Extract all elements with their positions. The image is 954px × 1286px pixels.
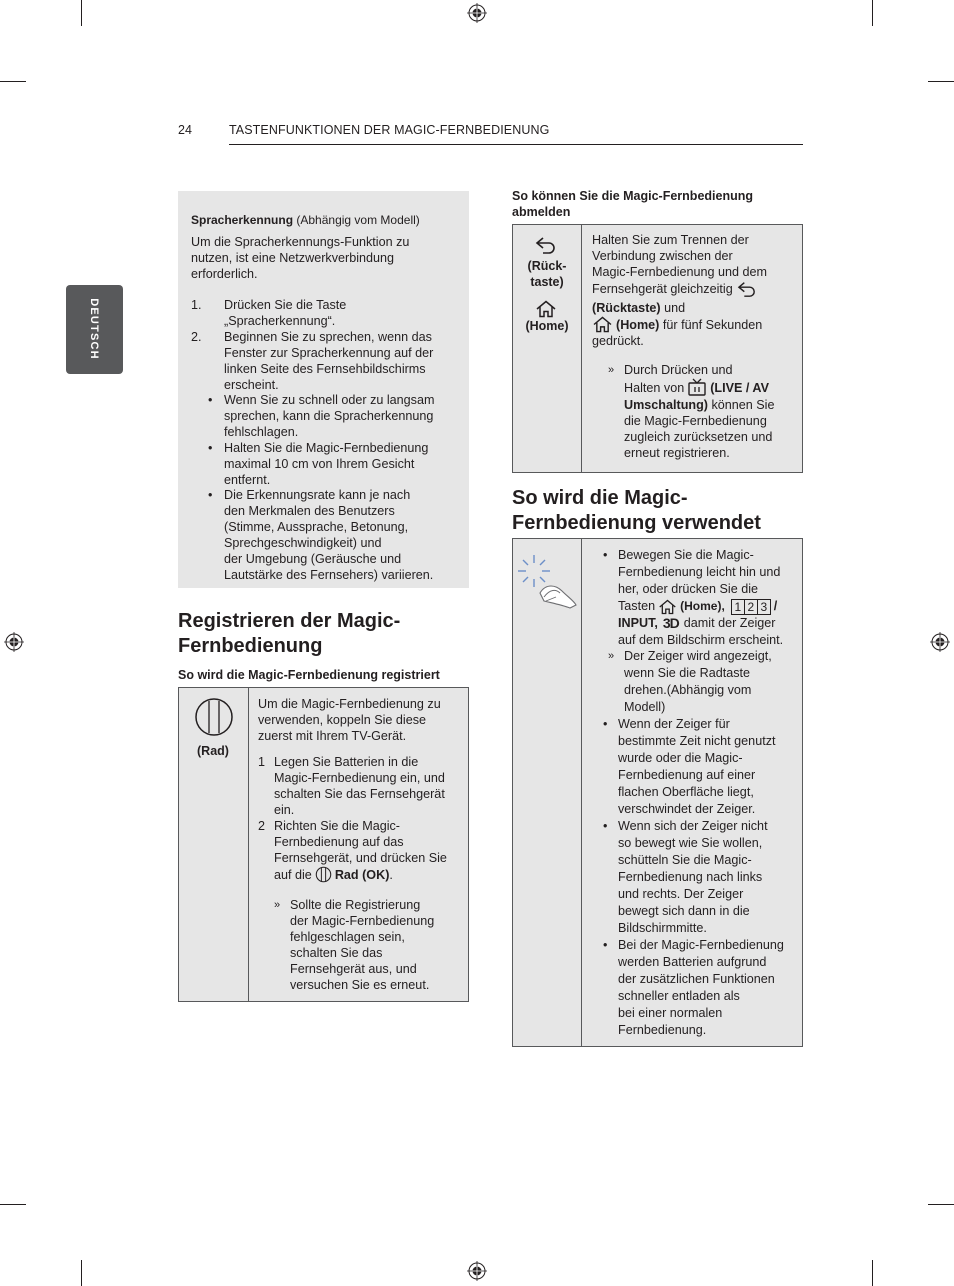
note-intro: Um die Spracherkennungs-Funktion zu nutzen, ist eine Netzwerkverbindung erforderlich. (191, 235, 410, 281)
bullet-dot: • (208, 441, 213, 455)
page-header-title: TASTENFUNKTIONEN DER MAGIC-FERNBEDIENUNG (229, 123, 550, 137)
wheel-icon (315, 866, 332, 883)
use-bullet: Bei der Magic-Fernbedienung werden Batterien aufgrund der zusätzlichen Funktionen schneller entladen als bei einer normalen Fernbedienung. (618, 938, 784, 1037)
note-step-number: 2. (191, 330, 202, 344)
language-tab (66, 285, 123, 374)
register-intro: Um die Magic-Fernbedienung zu verwenden, koppeln Sie diese zuerst mit Ihrem TV-Gerät. (258, 697, 441, 743)
crop-mark (0, 81, 26, 82)
note-marker: » (274, 899, 281, 911)
section-title-use: So wird die Magic- Fernbedienung verwendet (512, 487, 761, 534)
page-number: 24 (178, 123, 192, 137)
bullet-dot: • (603, 717, 608, 731)
unregister-text: Halten Sie zum Trennen der Verbindung zwischen der Magic-Fernbedienung und dem Fernsehgerät gleichzeitig (Rücktaste) und (Home) für fünf Sekunden gedrückt. (592, 233, 768, 348)
crop-mark (928, 1204, 954, 1205)
bullet-dot: • (208, 488, 213, 502)
registration-mark-icon (467, 1261, 487, 1281)
header-rule (229, 144, 803, 145)
register-step-text: Legen Sie Batterien in die Magic-Fernbedienung ein, und schalten Sie das Fernsehgerät ein. (274, 755, 445, 817)
register-failure-note: Sollte die Registrierung der Magic-Fernbedienung fehlgeschlagen sein, schalten Sie das Fernsehgerät aus, und versuchen Sie es erneut. (290, 898, 435, 992)
unregister-subtitle: So können Sie die Magic-Fernbedienung abmelden (512, 189, 753, 219)
bullet-dot: • (603, 938, 608, 952)
crop-mark (872, 1260, 873, 1286)
registration-mark-icon (467, 3, 487, 23)
number-key: 2 (745, 600, 758, 614)
note-marker: » (608, 650, 615, 662)
use-bullet: Wenn sich der Zeiger nicht so bewegt wie Sie wollen, schütteln Sie die Magic- Fernbedienung nach links und rechts. Der Zeiger bewegt sich dann in die Bildschirmmitte. (618, 819, 768, 935)
section-title-register: Registrieren der Magic- Fernbedienung (178, 610, 401, 657)
unregister-note: Durch Drücken und Halten von (LIVE / AV Umschaltung) können Sie die Magic-Fernbedienung zugleich zurücksetzen und erneut registrieren. (624, 363, 775, 460)
crop-mark (0, 1204, 26, 1205)
3d-icon: 3D (662, 615, 679, 631)
input-icon (687, 378, 707, 397)
back-icon (736, 280, 758, 298)
note-bullet: Wenn Sie zu schnell oder zu langsam sprechen, kann die Spracherkennung fehlschlagen. (224, 393, 435, 439)
crop-mark (872, 0, 873, 26)
number-key: 1 (732, 600, 745, 614)
home-icon (535, 300, 557, 318)
note-step-number: 1. (191, 298, 202, 312)
note-step-text: Drücken Sie die Taste „Spracherkennung“. (224, 298, 347, 328)
home-label: (Home) (525, 319, 569, 333)
wheel-icon (194, 697, 234, 737)
bullet-dot: • (208, 393, 213, 407)
use-icon-cell (513, 539, 582, 1046)
pointer-hand-icon (516, 553, 578, 609)
crop-mark (928, 81, 954, 82)
note-marker: » (608, 364, 615, 376)
note-heading: Spracherkennung (Abhängig vom Modell) (191, 213, 420, 227)
use-bullet: Wenn der Zeiger für bestimmte Zeit nicht genutzt wurde oder die Magic- Fernbedienung auf einer flachen Oberfläche liegt, verschwindet der Zeiger. (618, 717, 776, 816)
home-icon (592, 316, 613, 333)
registration-mark-icon (4, 632, 24, 652)
register-step-number: 1 (258, 755, 266, 769)
note-bullet: Halten Sie die Magic-Fernbedienung maximal 10 cm von Ihrem Gesicht entfernt. (224, 441, 429, 487)
back-icon (534, 235, 558, 255)
note-bullet: Die Erkennungsrate kann je nach den Merkmalen des Benutzers (Stimme, Aussprache, Betonung, Sprechgeschwindigkeit) und der Umgebung (Geräusche und Lautstärke des Fernsehers) variieren. (224, 488, 434, 582)
crop-mark (81, 1260, 82, 1286)
back-label: (Rück- taste) (527, 259, 567, 289)
bullet-dot: • (603, 548, 608, 562)
wheel-label: (Rad) (197, 744, 229, 758)
register-step-number: 2 (258, 819, 266, 833)
crop-mark (81, 0, 82, 26)
number-key: 3 (760, 599, 768, 614)
note-step-text: Beginnen Sie zu sprechen, wenn das Fenster zur Spracherkennung auf der linken Seite des Fernsehbildschirms erscheint. (224, 330, 434, 392)
register-step-text: Richten Sie die Magic- Fernbedienung auf das Fernsehgerät, und drücken Sie auf die Rad (OK) . (274, 819, 447, 882)
language-tab-label: DEUTSCH (88, 298, 100, 360)
use-bullet: Bewegen Sie die Magic- Fernbedienung leicht hin und her, oder drücken Sie die Tasten (Home), 1 2 3 / INPUT, 3D damit der Zeiger auf dem Bildschirm erscheint. (618, 548, 784, 647)
use-note: Der Zeiger wird angezeigt, wenn Sie die Radtaste drehen.(Abhängig vom Modell) (624, 649, 772, 714)
register-subtitle: So wird die Magic-Fernbedienung registriert (178, 668, 440, 682)
bullet-dot: • (603, 819, 608, 833)
home-icon (658, 599, 677, 615)
registration-mark-icon (930, 632, 950, 652)
